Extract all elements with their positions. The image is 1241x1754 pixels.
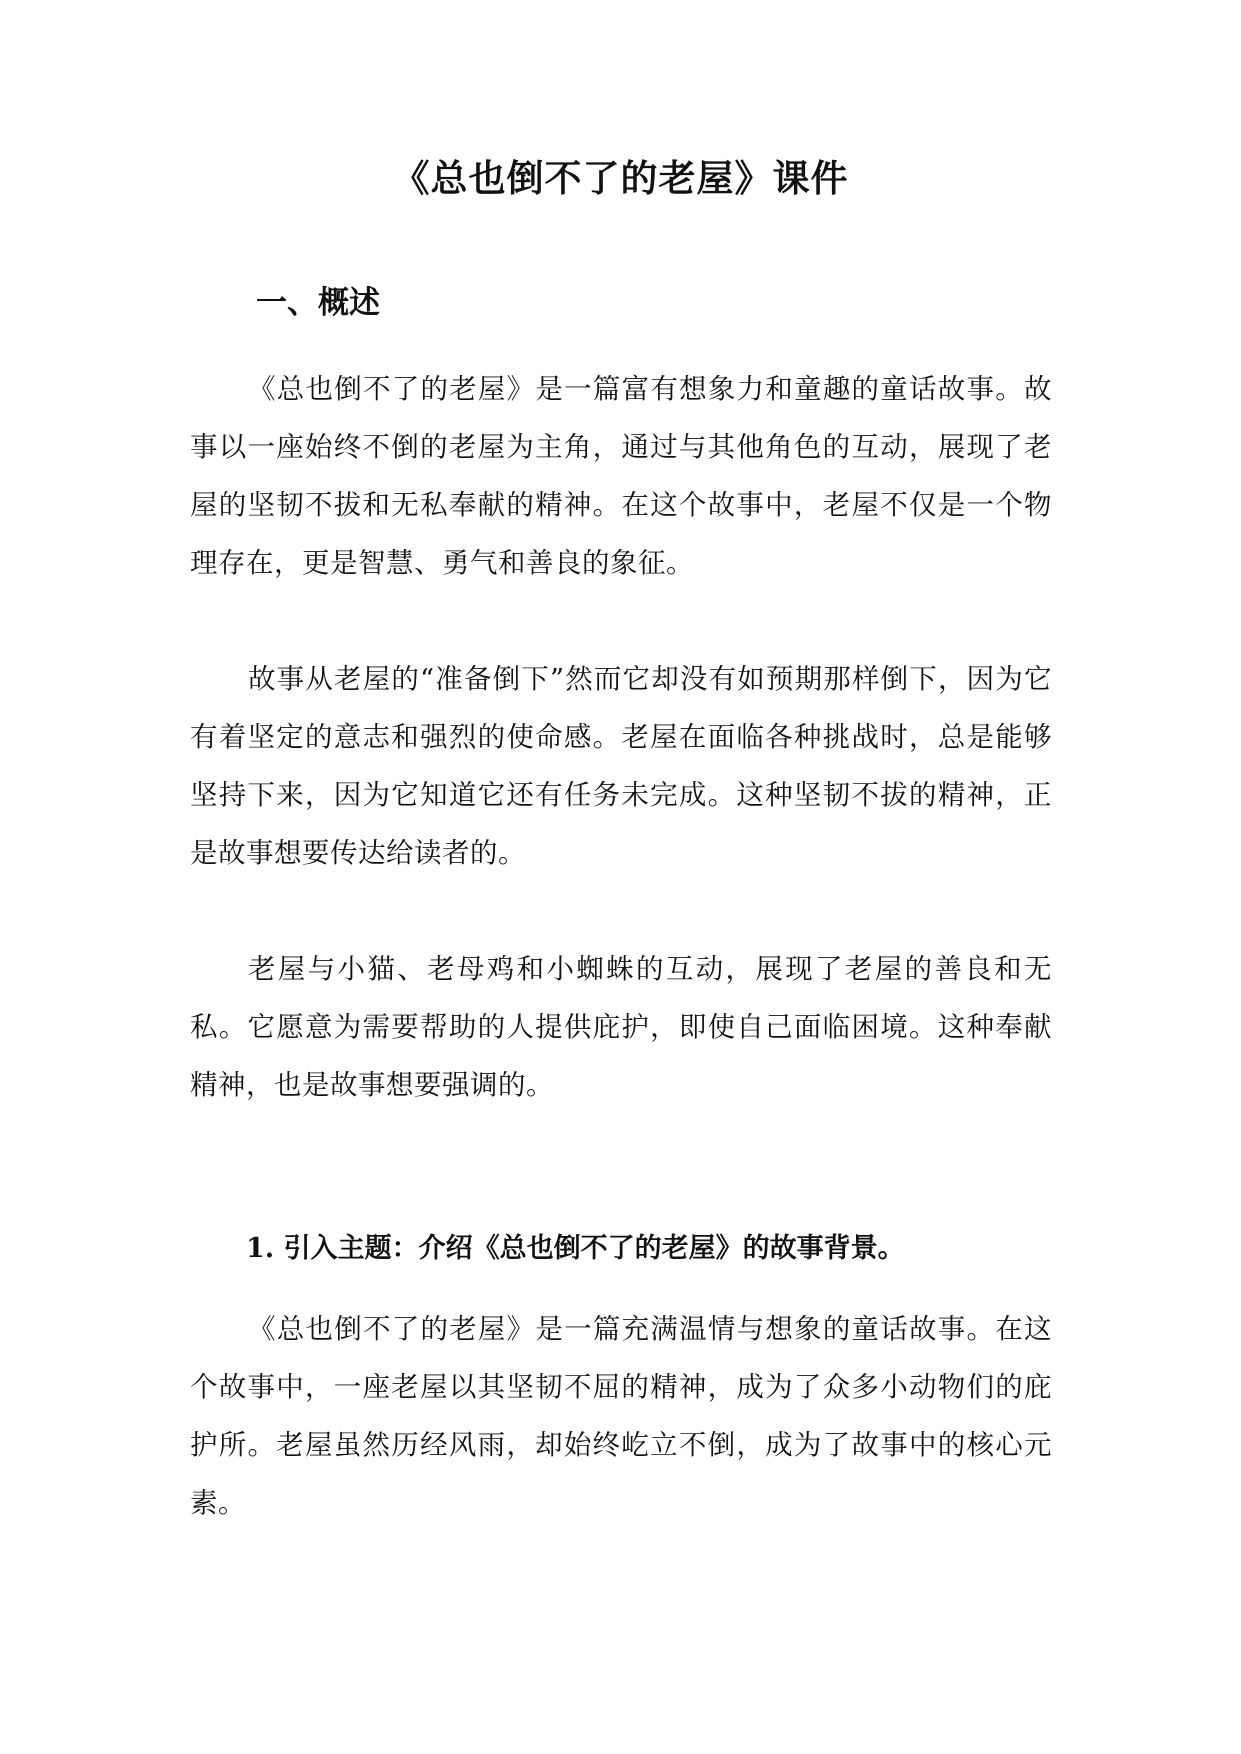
overview-paragraph-2: 故事从老屋的“准备倒下”然而它却没有如预期那样倒下，因为它有着坚定的意志和强烈的使命感。老屋在面临各种挑战时，总是能够坚持下来，因为它知道它还有任务未完成。这种坚韧不拔的精神，正是故事想要传达给读者的。 [190,663,1052,869]
overview-paragraph-3: 老屋与小猫、老母鸡和小蜘蛛的互动，展现了老屋的善良和无私。它愿意为需要帮助的人提供庇护，即使自己面临困境。这种奉献精神，也是故事想要强调的。 [190,953,1052,1101]
section-heading-overview: 一、概述 [256,285,380,321]
intro-paragraph: 《总也倒不了的老屋》是一篇充满温情与想象的童话故事。在这个故事中，一座老屋以其坚韧不屈的精神，成为了众多小动物们的庇护所。老屋虽然历经风雨，却始终屹立不倒，成为了故事中的核心元素。 [190,1313,1052,1519]
overview-paragraph-1: 《总也倒不了的老屋》是一篇富有想象力和童趣的童话故事。故事以一座始终不倒的老屋为主角，通过与其他角色的互动，展现了老屋的坚韧不拔和无私奉献的精神。在这个故事中，老屋不仅是一个物理存在，更是智慧、勇气和善良的象征。 [190,373,1052,579]
document-title: 《总也倒不了的老屋》课件 [392,156,849,200]
sub-heading-introduce-theme: 1. 引入主题：介绍《总也倒不了的老屋》的故事背景。 [246,1233,905,1264]
